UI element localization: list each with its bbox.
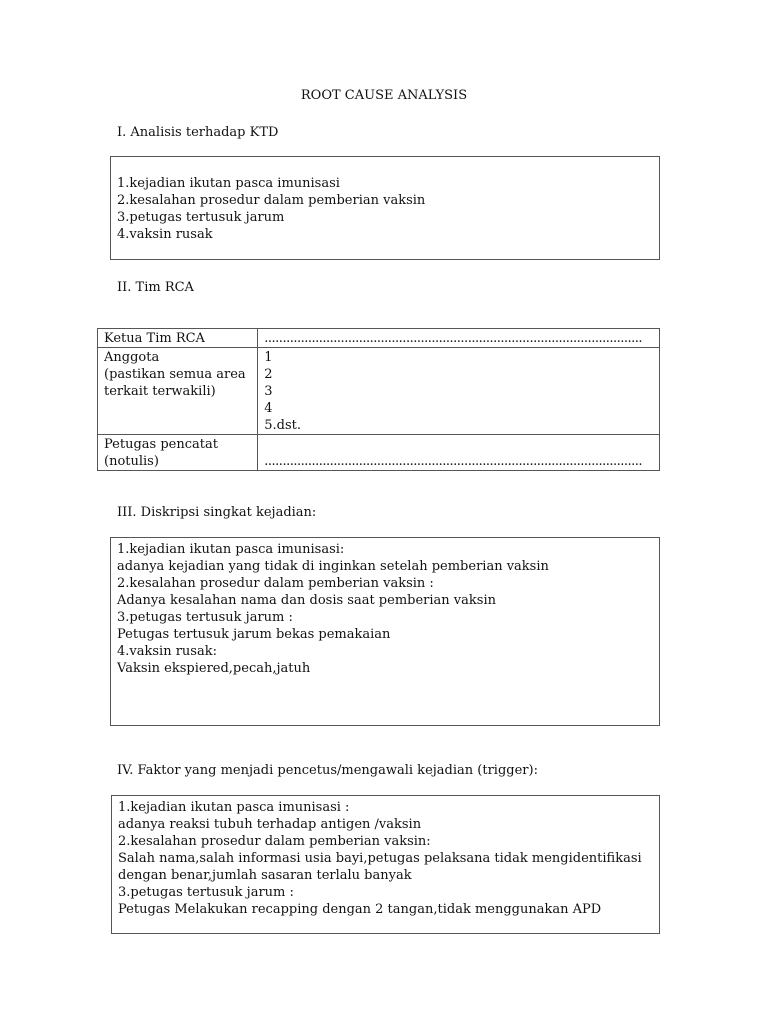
table-row-anggota (98, 348, 660, 435)
description-line-1: 1.kejadian ikutan pasca imunisasi: (117, 542, 345, 557)
ketua-value-dots: ........................................................................................................ (264, 331, 643, 346)
trigger-line-4: Salah nama,salah informasi usia bayi,petugas pelaksana tidak mengidentifikasi (118, 851, 642, 866)
description-line-7: 4.vaksin rusak: (117, 644, 217, 659)
anggota-label: Anggota (104, 350, 160, 365)
section-3-box (110, 537, 660, 726)
description-line-8: Vaksin ekspiered,pecah,jatuh (117, 661, 311, 676)
anggota-number-4: 4 (264, 401, 273, 416)
description-line-3: 2.kesalahan prosedur dalam pemberian vaksin : (117, 576, 434, 591)
anggota-number-1: 1 (264, 350, 273, 365)
section-2-heading: II. Tim RCA (117, 280, 194, 295)
trigger-line-6: 3.petugas tertusuk jarum : (118, 885, 294, 900)
section-4-heading: IV. Faktor yang menjadi pencetus/mengawali kejadian (trigger): (117, 763, 538, 778)
trigger-line-2: adanya reaksi tubuh terhadap antigen /vaksin (118, 817, 422, 832)
section-1-heading: I. Analisis terhadap KTD (117, 125, 279, 140)
ktd-item-2: 2.kesalahan prosedur dalam pemberian vaksin (117, 193, 426, 208)
pencatat-value-dots: ........................................................................................................ (264, 454, 643, 469)
table-row-pencatat (98, 435, 660, 471)
document-title: ROOT CAUSE ANALYSIS (300, 88, 468, 103)
section-1-box (110, 156, 660, 260)
rca-team-table (97, 328, 660, 471)
trigger-line-5: dengan benar,jumlah sasaran terlalu banyak (118, 868, 412, 883)
description-line-6: Petugas tertusuk jarum bekas pemakaian (117, 627, 391, 642)
ktd-item-3: 3.petugas tertusuk jarum (117, 210, 285, 225)
description-line-2: adanya kejadian yang tidak di inginkan setelah pemberian vaksin (117, 559, 549, 574)
ketua-label: Ketua Tim RCA (98, 329, 258, 348)
description-line-4: Adanya kesalahan nama dan dosis saat pemberian vaksin (117, 593, 496, 608)
section-3-heading: III. Diskripsi singkat kejadian: (117, 505, 317, 520)
pencatat-label: Petugas pencatat (104, 437, 218, 452)
ktd-item-4: 4.vaksin rusak (117, 227, 213, 242)
trigger-line-7: Petugas Melakukan recapping dengan 2 tangan,tidak menggunakan APD (118, 902, 602, 917)
ktd-item-1: 1.kejadian ikutan pasca imunisasi (117, 176, 340, 191)
pencatat-note: (notulis) (104, 454, 159, 469)
trigger-line-3: 2.kesalahan prosedur dalam pemberian vaksin: (118, 834, 431, 849)
anggota-number-2: 2 (264, 367, 273, 382)
anggota-note-1: (pastikan semua area (104, 367, 246, 382)
section-4-box (111, 795, 660, 934)
table-row-ketua (98, 329, 660, 348)
description-line-5: 3.petugas tertusuk jarum : (117, 610, 293, 625)
anggota-note-2: terkait terwakili) (104, 384, 216, 399)
anggota-number-3: 3 (264, 384, 273, 399)
trigger-line-1: 1.kejadian ikutan pasca imunisasi : (118, 800, 350, 815)
anggota-number-5: 5.dst. (264, 418, 302, 433)
